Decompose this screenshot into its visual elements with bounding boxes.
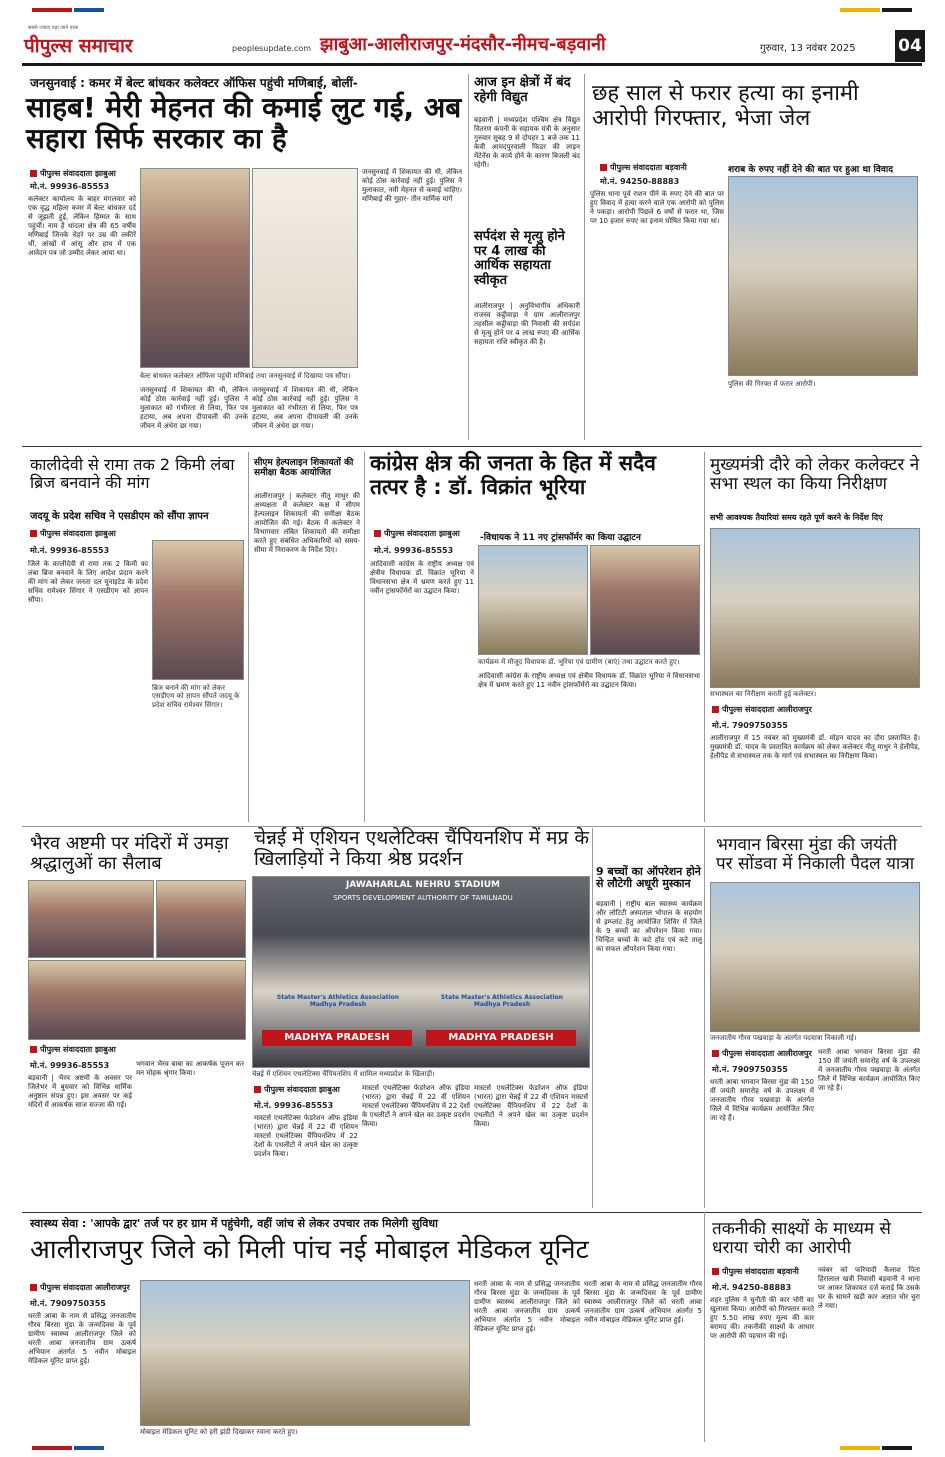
story-headline: कालीदेवी से रामा तक 2 किमी लंबा ब्रिज बनवाने की मांग [30, 455, 235, 492]
devotees-photo [156, 880, 246, 958]
story-kicker: जनसुनवाई : कमर में बेल्ट बांधकर कलेक्टर ऑफिस पहुंची मणिबाई, बोलीं- [30, 76, 358, 90]
story-body: आलीराजपुर | कलेक्टर नीतू माथुर की अध्यक्षता में कलेक्टर कक्ष में सीएम हेल्पलाइन शिकायतों की समीक्षा बैठक आयोजित की गई। बैठक में कलेक्टर ने विभागवार लंबित शिकायतों की समीक्षा करते हुए संबंधित अधिकारियों को समय-सीमा में निराकरण के निर्देश दिए। [254, 492, 360, 554]
temple-photo [28, 880, 154, 958]
column-divider [704, 828, 705, 1208]
stadium-subtitle: SPORTS DEVELOPMENT AUTHORITY OF TAMILNADU [333, 894, 513, 902]
story-body: कलेक्टर कार्यालय के बाहर मंगलवार को एक वृद्ध महिला कमर में बेल्ट बांधकर दर्द से जूझती हुई, लेकिन हिम्मत के साथ पहुंचीं। नाम है थांदला क्षेत्र की 65 वर्षीय मणिबाई जिनके चेहरे पर उम्र की लकीरें थीं, आंखों में आंसू और हाथ में एक आवेदन पत्र जो उम्मीद लेकर आया था। [28, 195, 136, 257]
story-body-col2: मास्टर्स एथलेटिक्स फेडरेशन ऑफ इंडिया (भारत) द्वारा चेन्नई में 22 वीं एशियन मास्टर्स एथलेटिक्स चैंपियनशिप में 22 देशों के एथलीटों ने अपने खेल का उत्कृष्ट प्रदर्शन किया। [362, 1084, 470, 1128]
story-body: शहर पुलिस ने चुनौती की कार चोरी का खुलासा किया। आरोपी को गिरफ्तार करते हुए 5.50 लाख रुपए मूल्य की कार बरामद की। तकनीकी साक्ष्यों के आधार पर आरोपी की पहचान की गई। [710, 1296, 814, 1340]
story-byline: पीपुल्स संवाददाता आलीराजपुर [712, 1048, 812, 1059]
story-headline: 9 बच्चों का ऑपरेशन होने से लौटेगी अधूरी मुस्कान [596, 865, 701, 891]
column-divider [704, 1212, 705, 1442]
story-body: पुलिस थाना पूर्व राशन पीने के रुपए देने की बात पर हुए विवाद में हत्या करने वाले एक आरोपी को पुलिस ने पकड़ा। आरोपी पिछले 6 वर्षों से फरार था, जिस पर 10 हजार रुपए का इनाम घोषित किया गया था। [590, 190, 724, 225]
story-mobile: मो.नं. 99936-85553 [30, 546, 110, 555]
story-body: बड़वानी | मध्यप्रदेश पश्चिम क्षेत्र विद्युत वितरण कंपनी के सहायक यंत्री के अनुसार गुरुवार सुबह 9 से दोपहर 1 बजे तक 11 केवी आमदपुरवाली फिडर की लाइन मेंटेनेंस के कार्य होने के कारण बिजली बंद रहेगी। [474, 116, 580, 169]
inauguration-photo [590, 545, 700, 655]
color-stripe [32, 1446, 72, 1450]
story-body-col2: धरती आबा भगवान बिरसा मुंडा की 150 वीं जयंती समारोह वर्ष के उपलक्ष्य में जनजातीय गौरव पखवाड़ा के अंतर्गत जिले में विभिन्न कार्यक्रम आयोजित किए जा रहे हैं। [818, 1048, 920, 1092]
section-divider [704, 826, 922, 827]
story-body: धरती आबा के नाम से प्रसिद्ध जनजातीय गौरव बिरसा मुंडा के जन्मदिवस के पूर्व ग्रामीण स्वास्थ्य आलीराजपुर जिले को धरती आबा जनजातीय ग्राम उत्कर्ष अभियान अंतर्गत 5 नवीन मोबाइल मेडिकल यूनिट प्राप्त हुई। [28, 1312, 136, 1365]
logo-tagline: सबसे ज्यादा पढ़ा जाने वाला [28, 25, 79, 31]
crowd-photo [28, 960, 246, 1040]
story-body: जिले के कालीदेवी से रामा तक 2 किमी का लंबा ब्रिज बनवाने के लिए आदेश प्रदान करने की मांग को लेकर जनता दल यूनाइटेड के प्रदेश सचिव रामेश्वर सिंगार ने एसडीएम को ज्ञापन सौंपा। [28, 560, 148, 604]
story-headline: आलीराजपुर जिले को मिली पांच नई मोबाइल मेडिकल यूनिट [30, 1235, 589, 1265]
story-body: बड़वानी | भैरव अष्टमी के अवसर पर जिलेभर में बुधवार को विभिन्न धार्मिक अनुष्ठान संपन्न हुए। इस अवसर पर कई मंदिरों में आकर्षक साज सज्जा की गई। [28, 1074, 132, 1109]
story-subhead: जदयू के प्रदेश सचिव ने एसडीएम को सौंपा ज्ञापन [30, 511, 209, 522]
story-body: आलीराजपुर में 15 नवंबर को मुख्यमंत्री डॉ. मोहन यादव का दौरा प्रस्तावित है। मुख्यमंत्री डॉ. यादव के प्रस्तावित कार्यक्रम को लेकर कलेक्टर नीतू माथुर ने हेलीपैड, हेलीपैड से सभास्थल तक के मार्ग एवं सभास्थल का निरीक्षण किया। [710, 734, 920, 760]
association-banner-right: State Master's Athletics Association Madhya Pradesh [440, 994, 564, 1009]
memorandum-photo [152, 540, 244, 680]
newspaper-logo: पीपुल्स समाचार [24, 35, 133, 57]
story-headline: मुख्यमंत्री दौरे को लेकर कलेक्टर ने सभा स्थल का किया निरीक्षण [710, 455, 920, 495]
story-headline: तकनीकी साक्ष्यों के माध्यम से धराया चोरी का आरोपी [712, 1219, 891, 1259]
photo-caption: चेन्नई में एशियन एथलेटिक्स चैंपियनशिप में शामिल मध्यप्रदेश के खिलाड़ी। [252, 1070, 435, 1078]
story-headline: भैरव अष्टमी पर मंदिरों में उमड़ा श्रद्धालुओं का सैलाब [30, 833, 229, 875]
medical-units-photo [140, 1280, 470, 1426]
story-mobile: मो.नं. 7909750355 [712, 1065, 788, 1074]
story-body-col3: मास्टर्स एथलेटिक्स फेडरेशन ऑफ इंडिया (भारत) द्वारा चेन्नई में 22 वीं एशियन मास्टर्स एथलेटिक्स चैंपियनशिप में 22 देशों के एथलीटों ने अपने खेल का उत्कृष्ट प्रदर्शन किया। [474, 1084, 588, 1128]
color-stripe [74, 1446, 104, 1450]
story-body-col2: आदिवासी कांग्रेस के राष्ट्रीय अध्यक्ष एवं क्षेत्रीय विधायक डॉ. विक्रांत भूरिया ने विधानसभा क्षेत्र में भ्रमण करते हुए 11 नवीन ट्रांसफॉर्मरों का उद्घाटन किया। [478, 672, 700, 689]
color-stripe [840, 1446, 880, 1450]
story-byline: पीपुल्स संवाददाता आलीराजपुर [712, 704, 812, 715]
photo-caption: पुलिस की गिरफ्त में फरार आरोपी। [728, 380, 816, 388]
story-headline: छह साल से फरार हत्या का इनामी आरोपी गिरफ्तार, भेजा जेल [592, 81, 859, 131]
photo-caption: जनजातीय गौरव पखवाड़ा के अंतर्गत पदयात्रा निकाली गई। [710, 1034, 857, 1042]
story-headline: साहब! मेरी मेहनत की कमाई लुट गई, अब सहारा सिर्फ सरकार का है [26, 91, 462, 156]
transformer-photo [478, 545, 588, 655]
story-headline: सीएम हेल्पलाइन शिकायतों की समीक्षा बैठक आयोजित [254, 458, 354, 479]
story-mobile: मो.नं. 99936-85553 [30, 182, 110, 191]
column-divider [468, 74, 469, 440]
photo-caption: कार्यक्रम में मौजूद विधायक डॉ. भूरिया एवं ग्रामीण (बाएं) तथा उद्घाटन करते हुए। [478, 658, 680, 666]
story-byline: पीपुल्स संवाददाता बड़वानी [712, 1266, 799, 1277]
section-divider [22, 1212, 922, 1213]
story-byline: पीपुल्स संवाददाता बड़वानी [600, 162, 687, 173]
story-headline: कांग्रेस क्षेत्र की जनता के हित में सदैव तत्पर है : डॉ. विक्रांत भूरिया [370, 451, 656, 499]
page-number: 04 [895, 30, 925, 62]
complaint-letter-photo [252, 168, 358, 368]
story-body-col2: भगवान भैरव बाबा का आकर्षक पूजन कर मन मोहक श्रृंगार किया। [136, 1060, 244, 1077]
column-divider [704, 452, 705, 822]
column-divider [584, 74, 585, 440]
story-subbody: आलीराजपुर | अनुविभागीय अधिकारी राजस्व कट्ठीवाड़ा ने ग्राम आलीराजपुर तहसील कट्ठीवाड़ा की निवासी की सर्पदंश से मृत्यु होने पर 4 लाख रुपए की आर्थिक सहायता राशि स्वीकृत की है। [474, 302, 580, 346]
story-byline: पीपुल्स संवाददाता झाबुआ [374, 528, 460, 539]
mp-banner-left: MADHYA PRADESH [262, 1030, 412, 1046]
column-divider [592, 828, 593, 1208]
story-body-col4: जनसुनवाई में शिकायत की थी, लेकिन कोई ठोस कार्रवाई नहीं हुई। पुलिस ने मुलाकात, नयी मेहनत से कमाई चाहिए। मणिबाई की गुहार- तीन मार्मिक मांगें [362, 168, 462, 203]
story-body-col3: जनसुनवाई में शिकायत की थी, लेकिन कोई ठोस कार्रवाई नहीं हुई। पुलिस ने मुलाकात को गंभीरता से लिया, फिर पत्र हटाया, अब अपना दीपावली की उनके जीवन में अंधेरा छा गया। [252, 386, 358, 430]
section-divider [22, 826, 248, 827]
issue-date: गुरुवार, 13 नवंबर 2025 [760, 43, 856, 54]
section-divider [22, 446, 922, 447]
column-divider [248, 452, 249, 822]
story-byline: पीपुल्स संवाददाता झाबुआ [254, 1084, 340, 1095]
story-mobile: मो.नं. 99936-85553 [254, 1101, 334, 1110]
column-divider [364, 452, 365, 822]
story-headline: चेन्नई में एशियन एथलेटिक्स चैंपियनशिप में मप्र के खिलाड़ियों ने किया श्रेष्ठ प्रदर्शन [254, 827, 589, 871]
color-stripe [840, 8, 880, 12]
story-byline: पीपुल्स संवाददाता झाबुआ [30, 528, 116, 539]
story-body-col2: नवंबर को फरियादी कैलाश पिता हिरालाल खत्री निवासी बड़वानी ने थाना पर आकर शिकायत दर्ज कराई कि उसके घर के सामने खड़ी कार अज्ञात चोर चुरा ले गया। [818, 1266, 920, 1310]
story-byline: पीपुल्स संवाददाता झाबुआ [30, 168, 116, 179]
story-subhead: शराब के रुपए नहीं देने की बात पर हुआ था विवाद [728, 165, 894, 175]
association-banner-left: State Master's Athletics Association Madhya Pradesh [276, 994, 400, 1009]
story-body: आदिवासी कांग्रेस के राष्ट्रीय अध्यक्ष एवं क्षेत्रीय विधायक डॉ. विक्रांत भूरिया ने विधानसभा क्षेत्र में भ्रमण करते हुए 11 नवीन ट्रांसफॉर्मरों का उद्घाटन किया। [370, 560, 474, 595]
story-mobile: मो.नं. 94250-88883 [712, 1283, 792, 1292]
photo-caption: मोबाइल मेडिकल यूनिट को हरी झंडी दिखाकर रवाना करते हुए। [140, 1428, 298, 1436]
story-mobile: मो.नं. 99936-85553 [374, 546, 454, 555]
color-stripe [882, 8, 912, 12]
mp-banner-right: MADHYA PRADESH [426, 1030, 576, 1046]
photo-caption: ब्रिज बनाने की मांग को लेकर एसडीएम को ज्ञापन सौंपते जदयू के प्रदेश सचिव रामेश्वर सिंगार। [152, 684, 240, 709]
story-subheadline: सर्पदंश से मृत्यु होने पर 4 लाख की आर्थिक सहायता स्वीकृत [474, 229, 565, 288]
arrest-photo [728, 176, 918, 376]
story-body-col2: जनसुनवाई में शिकायत की थी, लेकिन कोई ठोस कार्रवाई नहीं हुई। पुलिस ने मुलाकात को गंभीरता से लिया, फिर पत्र हटाया, अब अपना दीपावली की उनके जीवन में अंधेरा छा गया। [140, 386, 248, 430]
woman-photo [140, 168, 250, 368]
masthead [22, 25, 922, 66]
story-body-col3: धरती आबा के नाम से प्रसिद्ध जनजातीय गौरव बिरसा मुंडा के जन्मदिवस के पूर्व ग्रामीण स्वास्थ्य आलीराजपुर जिले को धरती आबा जनजातीय ग्राम उत्कर्ष अभियान अंतर्गत 5 नवीन मोबाइल मेडिकल यूनिट प्राप्त हुई। [584, 1280, 702, 1324]
photo-caption: सभास्थल का निरीक्षण करती हुई कलेक्टर। [710, 690, 817, 698]
color-stripe [74, 8, 104, 12]
story-mobile: मो.नं. 7909750355 [30, 1299, 106, 1308]
story-body-col2: धरती आबा के नाम से प्रसिद्ध जनजातीय गौरव बिरसा मुंडा के जन्मदिवस के पूर्व ग्रामीण स्वास्थ्य आलीराजपुर जिले को धरती आबा जनजातीय ग्राम उत्कर्ष अभियान अंतर्गत 5 नवीन मोबाइल मेडिकल यूनिट प्राप्त हुई। [474, 1280, 580, 1333]
story-subhead: -विधायक ने 11 नए ट्रांसफॉर्मर का किया उद्घाटन [480, 533, 641, 543]
stadium-title: JAWAHARLAL NEHRU STADIUM [346, 880, 500, 890]
story-kicker: स्वास्थ्य सेवा : 'आपके द्वार' तर्ज पर हर ग्राम में पहुंचेगी, वहीं जांच से लेकर उपचार तक मिलेगी सुविधा [30, 1217, 438, 1230]
region-title: झाबुआ-आलीराजपुर-मंदसौर-नीमच-बड़वानी [320, 34, 606, 55]
story-subhead: सभी आवश्यक तैयारियां समय रहते पूर्ण करने के निर्देश दिए [710, 513, 883, 522]
story-headline: आज इन क्षेत्रों में बंद रहेगी विद्युत [474, 75, 571, 105]
story-mobile: मो.नं. 94250-88883 [600, 177, 680, 186]
padyatra-photo [710, 882, 920, 1032]
story-mobile: मो.नं. 99936-85553 [30, 1061, 110, 1070]
website-url[interactable]: peoplesupdate.com [232, 44, 312, 53]
story-body: बड़वानी | राष्ट्रीय बाल स्वास्थ्य कार्यक्रम और लोटिटी अस्पताल भोपाल के सहयोग से इम्प्लांट हेतु आयोजित शिविर में जिले के 9 बच्चों का ऑपरेशन किया गया। चिन्हित बच्चों के कटे होंठ एवं कटे तालु का सफल ऑपरेशन किया गया। [596, 900, 702, 953]
story-body: मास्टर्स एथलेटिक्स फेडरेशन ऑफ इंडिया (भारत) द्वारा चेन्नई में 22 वीं एशियन मास्टर्स एथलेटिक्स चैंपियनशिप में 22 देशों के एथलीटों ने अपने खेल का उत्कृष्ट प्रदर्शन किया। [254, 1114, 358, 1158]
story-body: धरती आबा भगवान बिरसा मुंडा की 150 वीं जयंती समारोह वर्ष के उपलक्ष्य में जनजातीय गौरव पखवाड़ा के अंतर्गत जिले में विभिन्न कार्यक्रम आयोजित किए जा रहे हैं। [710, 1078, 814, 1122]
story-byline: पीपुल्स संवाददाता झाबुआ [30, 1044, 116, 1055]
story-headline: भगवान बिरसा मुंडा की जयंती पर सोंडवा में निकाली पैदल यात्रा [716, 835, 915, 875]
color-stripe [32, 8, 72, 12]
inspection-photo [710, 528, 920, 688]
color-stripe [882, 1446, 912, 1450]
story-mobile: मो.नं. 7909750355 [712, 721, 788, 730]
story-byline: पीपुल्स संवाददाता आलीराजपुर [30, 1282, 130, 1293]
photo-caption: बेल्ट बांधकर कलेक्टर ऑफिस पहुंची मणिबाई तथा जनसुनवाई में दिखाया पत्र सौंपा। [140, 372, 351, 380]
